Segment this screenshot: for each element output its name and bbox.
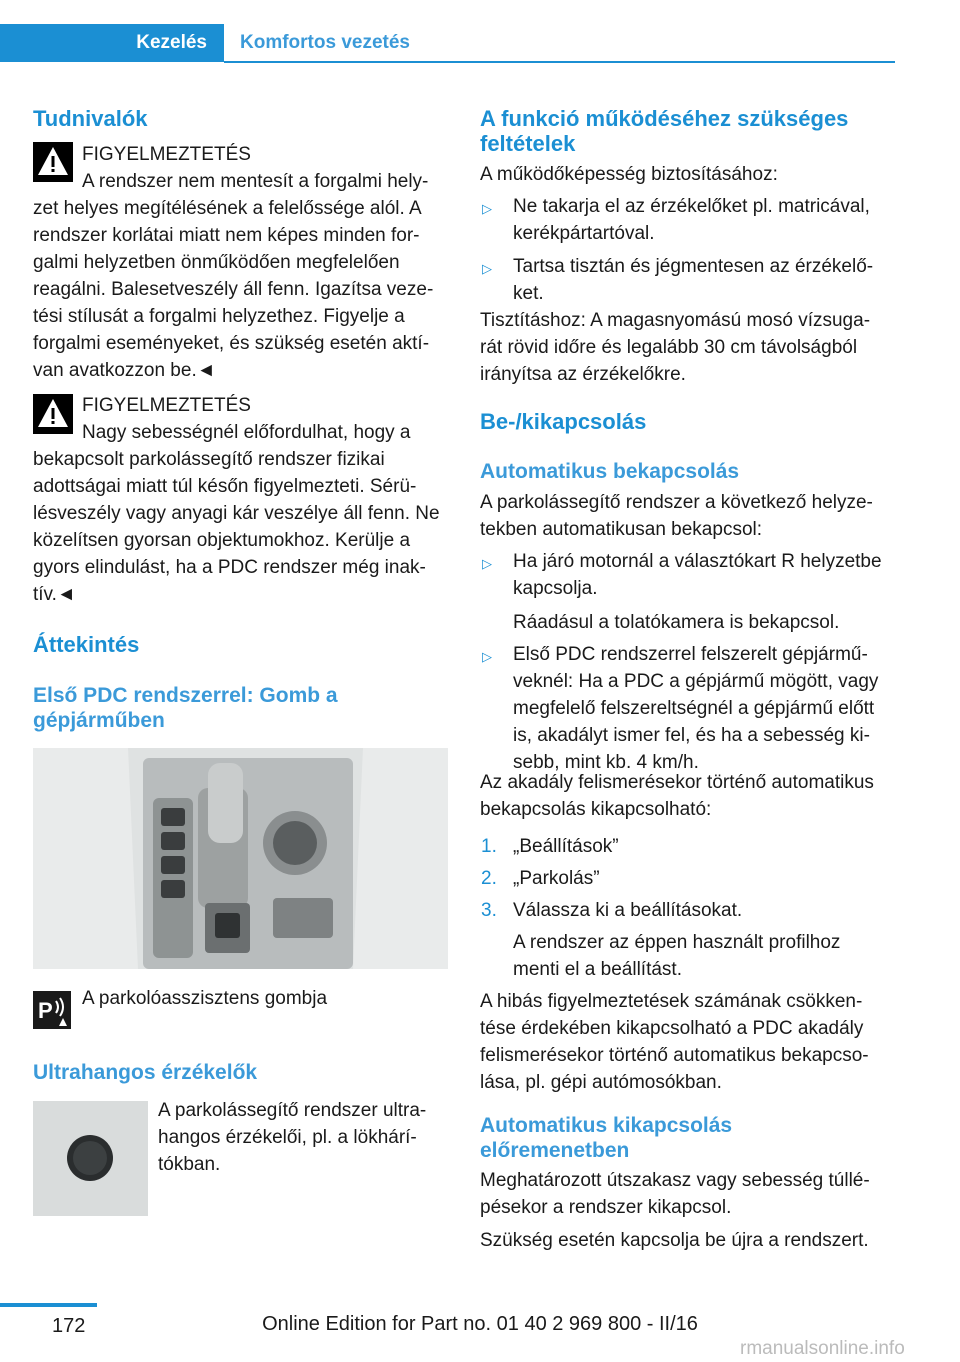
bullet-icon: ▷: [482, 201, 492, 216]
subsection-title-pdc-button: Első PDC rendszerrel: Gomb a gépjárműben: [33, 684, 338, 732]
auto-off-note: Meghatározott útszakasz vagy sebesség túllé- pésekor a rendszer kikapcsol.: [480, 1170, 870, 1218]
reduce-warnings-note: A hibás figyelmeztetések számának csökken- tése érdekében kikapcsolható a PDC akadály felismerésekor történő automatikus bekapcso- lása, pl. gépi autómosókban.: [480, 991, 869, 1093]
step-text: Válassza ki a beállításokat. A rendszer az éppen használt profilhoz menti el a beállítást.: [513, 900, 841, 980]
warning-2-head: FIGYELMEZTETÉS Nagy sebességnél előfordulhat, hogy a: [82, 395, 411, 443]
subsection-title-auto-off: Automatikus kikapcsolás előremenetben: [480, 1114, 733, 1162]
button-caption: A parkolóasszisztens gombja: [82, 988, 328, 1009]
section-title-attekintes: Áttekintés: [33, 632, 140, 657]
page-number: 172: [52, 1315, 86, 1337]
center-console-photo: [33, 748, 448, 969]
section-title-conditions: A funkció működéséhez szükséges feltételek: [480, 106, 849, 156]
warning-1-head: FIGYELMEZTETÉS A rendszer nem mentesít a forgalmi hely-: [82, 144, 429, 192]
subsection-title-ultrasound: Ultrahangos érzékelők: [33, 1061, 258, 1084]
warning-icon: [33, 142, 73, 182]
edition-footer: Online Edition for Part no. 01 40 2 969 800 - II/16: [262, 1313, 698, 1335]
page-number-bar: [0, 1303, 97, 1307]
section-title-tudnivalok: Tudnivalók: [33, 106, 148, 131]
list-item: Első PDC rendszerrel felszerelt gépjármű- veknél: Ha a PDC a gépjármű mögött, vagy megfelelő felszereltségnél a gépjármű előtt is, akadályt ismer fel, és ha a sebesség ki- sebb, mint kb. 4 km/h.: [513, 644, 879, 773]
list-item: Ne takarja el az érzékelőket pl. matricával, kerékpártartóval.: [513, 196, 870, 244]
section-title-on-off: Be-/kikapcsolás: [480, 409, 647, 434]
step-text: „Beállítások”: [513, 836, 619, 857]
ultrasonic-sensor-image: [33, 1101, 148, 1216]
step-number: 1.: [481, 836, 497, 857]
header-divider: [224, 61, 895, 63]
reenable-note: Szükség esetén kapcsolja be újra a rendszert.: [480, 1230, 869, 1251]
bullet-icon: ▷: [482, 261, 492, 276]
auto-on-intro: A parkolássegítő rendszer a következő helyze- tekben automatikusan bekapcsol:: [480, 492, 873, 540]
watermark: rmanualsonline.info: [740, 1338, 905, 1359]
list-item: Ha járó motornál a választókart R helyzetbe kapcsolja. Ráadásul a tolatókamera is bekapcsol.: [513, 551, 882, 633]
list-item: Tartsa tisztán és jégmentesen az érzékelő- ket.: [513, 256, 874, 304]
subsection-title-auto-on: Automatikus bekapcsolás: [480, 460, 740, 483]
obstacle-note: Az akadály felismerésekor történő automatikus bekapcsolás kikapcsolható:: [480, 772, 874, 820]
step-number: 3.: [481, 900, 497, 921]
conditions-intro: A működőképesség biztosításához:: [480, 164, 778, 185]
warning-icon: [33, 394, 73, 434]
warning-1-body: zet helyes megítélésének a felelőssége alól. A rendszer korlátai miatt nem képes minden for- galmi helyzetben önműködően megfelelően reagálni. Balesetveszély áll fenn. Igazítsa veze- tési stílusát a forgalmi helyzethez. Figyelje a forgalmi eseményeket, és szükség esetén aktí- van avatkozzon be.◄: [33, 198, 434, 381]
tab-komfortos-vezetes[interactable]: Komfortos vezetés: [240, 32, 410, 53]
ultrasound-description: A parkolássegítő rendszer ultra- hangos érzékelői, pl. a lökhárí- tókban.: [158, 1100, 427, 1175]
warning-2-body: bekapcsolt parkolássegítő rendszer fizikai adottságai miatt túl későn figyelmezteti. Sérü- lésveszély vagy anyagi kár veszélye áll fenn. Ne közelítsen gyorsan objektumokhoz. Kerülje a gyors elindulást, ha a PDC rendszer még inak- tív.◄: [33, 449, 440, 605]
step-number: 2.: [481, 868, 497, 889]
bullet-icon: ▷: [482, 556, 492, 571]
cleaning-note: Tisztításhoz: A magasnyomású mosó vízsuga- rát rövid időre és legalább 30 cm távolságból irányítsa az érzékelőkre.: [480, 310, 871, 385]
bullet-icon: ▷: [482, 649, 492, 664]
svg-text:P: P: [38, 998, 53, 1023]
step-text: „Parkolás”: [513, 868, 600, 889]
tab-kezeles[interactable]: Kezelés: [0, 24, 224, 62]
parking-assistant-button-icon: [33, 991, 71, 1029]
